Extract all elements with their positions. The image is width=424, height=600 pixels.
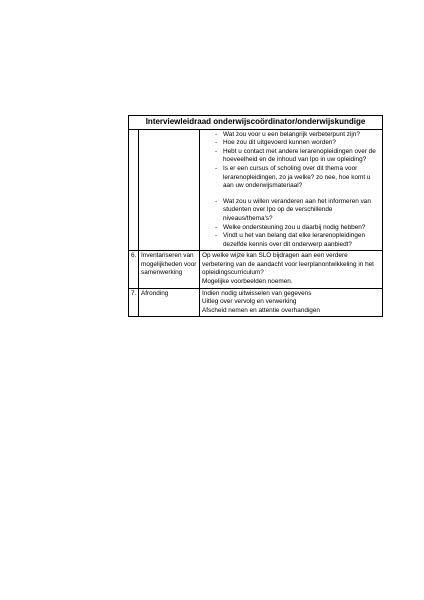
table-row <box>129 288 383 317</box>
list-item: - Wat zou voor u een belangrijk verbeterpunt zijn? <box>202 131 380 140</box>
list-item: - Hoe zou dit uitgevoerd kunnen worden? <box>202 139 380 148</box>
table-title-row <box>129 116 383 130</box>
number-cell <box>129 129 139 251</box>
question-text: Op welke wijze kan SLO bijdragen aan een verdere verbetering van de aandacht voor leerplanontwikkeling in het opleidingscurriculum? <box>202 252 374 277</box>
number-cell: 7. <box>129 288 139 317</box>
interview-guide-table <box>128 115 383 317</box>
table-title: Interviewleidraad onderwijscoördinator/onderwijskundige <box>129 116 383 130</box>
question-text: Indien nodig uitwisselen van gegevens <box>202 289 312 297</box>
list-item: - Is er een cursus of scholing over dit thema voor lerarenopleidingen, zo ja welke? zo nee, hoe komt u aan uw onderwijsmateriaal? <box>202 165 380 191</box>
list-item: - Wat zou u willen veranderen aan het informeren van studenten over lpo op de verschillende niveaus/thema's? <box>202 198 380 224</box>
topic-cell <box>139 129 200 251</box>
question-cell <box>200 251 383 288</box>
question-list <box>202 131 380 250</box>
topic-cell: Afronding <box>139 288 200 317</box>
table-row <box>129 129 383 251</box>
list-item: - Welke ondersteuning zou u daarbij nodig hebben? <box>202 224 380 233</box>
list-item: - Vindt u het van belang dat elke lerarenopleidingen dezelfde kennis over dit onderwerp aanbiedt? <box>202 232 380 249</box>
question-cell <box>200 129 383 251</box>
question-text: Mogelijke voorbeelden noemen. <box>202 277 293 285</box>
question-cell <box>200 288 383 317</box>
table-row <box>129 251 383 288</box>
question-text: Uitleg over vervolg en verwerking <box>202 298 297 306</box>
topic-cell: Inventariseren van mogelijkheden voor samenwerking <box>139 251 200 288</box>
question-text: Afscheid nemen en attentie overhandigen <box>202 306 320 314</box>
list-item: - Hebt u contact met andere lerarenopleidingen over de hoeveelheid en de inhoud van lpo in uw opleiding? <box>202 148 380 165</box>
number-cell: 6. <box>129 251 139 288</box>
